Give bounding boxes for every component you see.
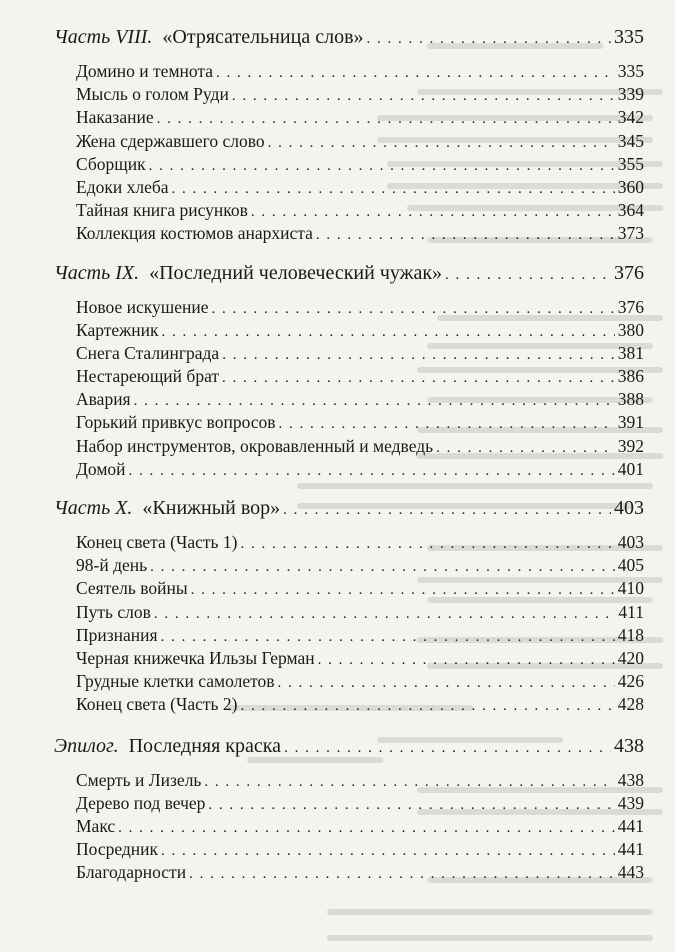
entry-title: 98-й день [76, 555, 148, 576]
toc-entry[interactable] [76, 60, 644, 83]
toc-entry[interactable] [76, 222, 644, 245]
entry-title: Макс [76, 815, 116, 836]
entry-title: Мысль о голом Руди [76, 84, 229, 105]
toc-entry[interactable] [76, 319, 644, 342]
page-number: 403 [617, 532, 644, 552]
part-label: Часть X. [54, 497, 133, 519]
toc-entry[interactable] [76, 83, 644, 106]
page-number: 443 [617, 862, 644, 883]
dot-leader [204, 771, 614, 794]
toc-entry[interactable] [76, 693, 644, 716]
part-heading[interactable] [54, 258, 644, 288]
toc-entry[interactable] [76, 199, 644, 222]
page-number: 411 [618, 601, 644, 622]
entry-title: Грудные клетки самолетов [76, 671, 275, 692]
dot-leader [208, 794, 614, 817]
toc-entry[interactable] [76, 176, 644, 199]
page-number: 335 [614, 26, 644, 48]
dot-leader [154, 603, 615, 626]
entry-title: Сборщик [76, 153, 146, 174]
page-number: 380 [617, 319, 644, 340]
entry-title: Домой [76, 458, 126, 479]
page-number: 418 [617, 624, 644, 645]
toc-entry[interactable] [76, 577, 644, 600]
dot-leader [222, 344, 615, 367]
toc-section-part-8 [54, 22, 644, 246]
toc-section-epilogue [54, 731, 644, 885]
dot-leader [216, 62, 615, 85]
dot-leader [161, 840, 615, 863]
toc-entry[interactable] [76, 411, 644, 434]
dot-leader [279, 413, 615, 436]
page-number: 335 [617, 61, 644, 81]
dot-leader [240, 695, 614, 718]
page-number: 391 [617, 412, 644, 433]
part-title: Последняя краска [128, 734, 282, 757]
toc-entry[interactable] [76, 296, 644, 319]
page-number: 438 [617, 769, 644, 790]
toc-section-part-10 [54, 493, 644, 717]
part-title: «Последний человеческий чужак» [149, 261, 443, 284]
page-number: 438 [614, 734, 644, 757]
toc-entry[interactable] [76, 815, 644, 838]
table-of-contents [54, 22, 644, 884]
page-number: 373 [617, 223, 644, 244]
entry-title: Коллекция костюмов анархиста [76, 223, 313, 244]
dot-leader [118, 817, 615, 840]
page-number: 339 [617, 84, 644, 105]
entry-title: Домино и темнота [76, 61, 214, 81]
entry-title: Снега Сталинграда [76, 342, 220, 363]
dot-leader [278, 672, 615, 695]
dot-leader [191, 579, 615, 602]
page-number: 439 [617, 792, 644, 813]
page-number: 342 [617, 107, 644, 128]
dot-leader [436, 437, 615, 460]
dot-leader [268, 132, 615, 155]
page-number: 392 [617, 435, 644, 456]
dot-leader [134, 390, 615, 413]
entry-title: Признания [76, 624, 158, 645]
dot-leader [129, 460, 615, 483]
entry-title: Картежник [76, 319, 159, 340]
dot-leader [161, 321, 614, 344]
entry-title: Сеятель войны [76, 578, 188, 599]
entry-title: Новое искушение [76, 296, 209, 317]
page-number: 376 [614, 261, 644, 284]
toc-entry[interactable] [76, 531, 644, 554]
page-number: 355 [617, 153, 644, 174]
entry-title: Благодарности [76, 862, 187, 883]
page-number: 403 [614, 497, 644, 519]
part-title: «Книжный вор» [142, 497, 281, 519]
toc-entry[interactable] [76, 769, 644, 792]
toc-entry[interactable] [76, 554, 644, 577]
page-number: 360 [617, 176, 644, 197]
entry-title: Посредник [76, 839, 159, 860]
entry-title: Жена сдержавшего слово [76, 130, 265, 151]
dot-leader [149, 155, 615, 178]
toc-entry[interactable] [76, 861, 644, 884]
entry-title: Набор инструментов, окровавленный и медведь [76, 435, 434, 456]
dot-leader [172, 178, 615, 201]
dot-leader [240, 533, 614, 556]
dot-leader [161, 626, 615, 649]
part-heading[interactable] [54, 22, 644, 52]
entry-title: Наказание [76, 107, 154, 128]
part-label: Эпилог. [54, 734, 119, 757]
dot-leader [316, 224, 615, 247]
toc-entry[interactable] [76, 153, 644, 176]
page-number: 410 [617, 578, 644, 599]
toc-entry[interactable] [76, 670, 644, 693]
entry-title: Смерть и Лизель [76, 769, 202, 790]
part-label: Часть IX. [54, 261, 140, 284]
page-number: 420 [617, 647, 644, 668]
toc-entry[interactable] [76, 106, 644, 129]
toc-entry[interactable] [76, 342, 644, 365]
page-number: 426 [617, 671, 644, 692]
entry-title: Тайная книга рисунков [76, 200, 248, 221]
entry-title: Путь слов [76, 601, 151, 622]
page-number: 376 [617, 296, 644, 317]
toc-entry[interactable] [76, 130, 644, 153]
entry-title: Нестареющий брат [76, 366, 220, 387]
entry-title: Конец света (Часть 2) [76, 694, 238, 715]
toc-entry[interactable] [76, 458, 644, 481]
page-number: 441 [617, 839, 644, 860]
dot-leader [157, 108, 615, 131]
part-heading[interactable] [54, 731, 644, 761]
toc-entry[interactable] [76, 435, 644, 458]
page-number: 441 [617, 815, 644, 836]
page-number: 364 [617, 200, 644, 221]
toc-entry[interactable] [76, 624, 644, 647]
entry-title: Авария [76, 389, 131, 410]
toc-entry[interactable] [76, 388, 644, 411]
dot-leader [212, 298, 615, 321]
dot-leader [251, 201, 615, 224]
dot-leader [189, 863, 615, 886]
dot-leader [283, 495, 611, 525]
page-number: 381 [617, 342, 644, 363]
dot-leader [284, 733, 611, 763]
dot-leader [445, 260, 611, 290]
part-heading[interactable] [54, 493, 644, 523]
dot-leader [367, 24, 611, 54]
part-label: Часть VIII. [54, 26, 153, 48]
page-number: 386 [617, 366, 644, 387]
entry-title: Горький привкус вопросов [76, 412, 276, 433]
toc-section-part-9 [54, 258, 644, 482]
toc-entry[interactable] [76, 838, 644, 861]
dot-leader [150, 556, 615, 579]
page-number: 401 [617, 458, 644, 479]
entry-title: Дерево под вечер [76, 792, 206, 813]
part-title: «Отрясательница слов» [162, 26, 364, 48]
entry-title: Едоки хлеба [76, 176, 169, 197]
page-number: 428 [617, 694, 644, 715]
toc-entry[interactable] [76, 365, 644, 388]
dot-leader [222, 367, 615, 390]
toc-entry[interactable] [76, 792, 644, 815]
page-number: 388 [617, 389, 644, 410]
toc-entry[interactable] [76, 601, 644, 624]
page-number: 345 [617, 130, 644, 151]
page-number: 405 [617, 555, 644, 576]
dot-leader [318, 649, 615, 672]
toc-entry[interactable] [76, 647, 644, 670]
entry-title: Конец света (Часть 1) [76, 532, 238, 552]
entry-title: Черная книжечка Ильзы Герман [76, 647, 315, 668]
dot-leader [232, 85, 615, 108]
